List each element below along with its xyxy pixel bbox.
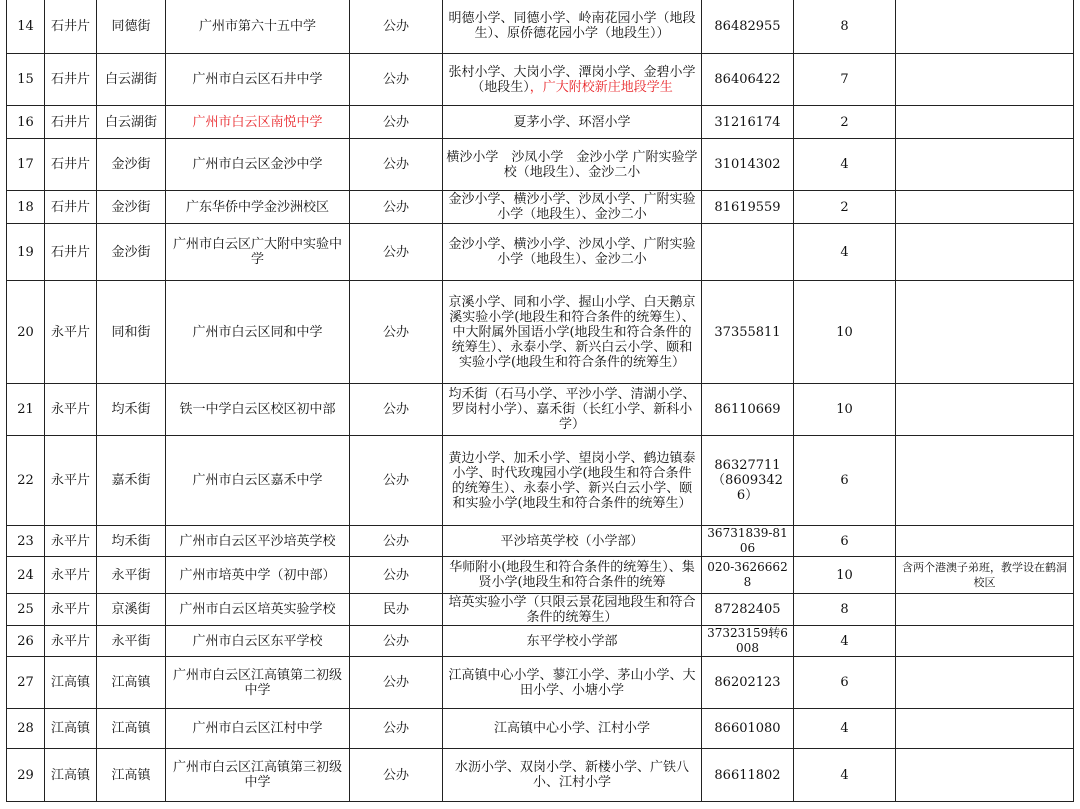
table-row <box>7 594 1074 626</box>
class-count-cell: 10 <box>794 557 896 594</box>
area-cell: 永平片 <box>45 384 97 436</box>
feeder-schools-cell <box>443 557 702 594</box>
phone-cell: 37355811 <box>702 281 794 384</box>
area-cell: 永平片 <box>45 557 97 594</box>
street-cell: 永平街 <box>97 557 166 594</box>
area-cell: 永平片 <box>45 526 97 557</box>
street-cell: 京溪街 <box>97 594 166 626</box>
class-count-cell: 4 <box>794 224 896 281</box>
table-row <box>7 0 1074 54</box>
feeder-text: 金沙小学、横沙小学、沙凤小学、广附实验小学（地段生）、金沙二小 <box>448 192 696 222</box>
school-name-cell: 广州市白云区东平学校 <box>166 626 350 657</box>
feeder-text: 横沙小学 沙凤小学 金沙小学 广附实验学校（地段生）、金沙二小 <box>446 149 698 180</box>
school-type-cell: 民办 <box>350 594 443 626</box>
feeder-text: 平沙培英学校（小学部） <box>500 533 644 549</box>
street-cell: 白云湖街 <box>97 106 166 139</box>
row-number: 15 <box>7 54 45 106</box>
phone-cell: 87282405 <box>702 594 794 626</box>
feeder-schools-cell <box>443 0 702 54</box>
class-count-cell: 10 <box>794 281 896 384</box>
row-number: 23 <box>7 526 45 557</box>
phone-cell: 020-36266628 <box>702 557 794 594</box>
school-type-cell: 公办 <box>350 657 443 709</box>
row-number: 18 <box>7 191 45 224</box>
street-cell: 同德街 <box>97 0 166 54</box>
area-cell: 永平片 <box>45 281 97 384</box>
phone-primary: 86327711 <box>714 458 781 473</box>
feeder-schools-cell <box>443 281 702 384</box>
phone-cell: 86601080 <box>702 709 794 749</box>
phone-cell <box>702 224 794 281</box>
feeder-schools-cell <box>443 139 702 191</box>
street-cell: 永平街 <box>97 626 166 657</box>
table-row <box>7 106 1074 139</box>
class-count-cell: 4 <box>794 626 896 657</box>
note-cell <box>896 191 1074 224</box>
street-cell: 均禾街 <box>97 526 166 557</box>
feeder-schools-cell <box>443 54 702 106</box>
area-cell: 石井片 <box>45 191 97 224</box>
row-number: 20 <box>7 281 45 384</box>
school-name-cell: 广州市培英中学（初中部） <box>166 557 350 594</box>
table-row <box>7 657 1074 709</box>
row-number: 26 <box>7 626 45 657</box>
school-name-cell: 广州市白云区江高镇第二初级中学 <box>166 657 350 709</box>
school-name-cell: 广州市白云区金沙中学 <box>166 139 350 191</box>
feeder-schools-cell <box>443 436 702 526</box>
area-cell: 石井片 <box>45 0 97 54</box>
feeder-schools-cell <box>443 106 702 139</box>
row-number: 29 <box>7 749 45 802</box>
street-cell: 江高镇 <box>97 709 166 749</box>
phone-cell: 86611802 <box>702 749 794 802</box>
street-cell: 江高镇 <box>97 749 166 802</box>
feeder-text: 水沥小学、双岗小学、新楼小学、广铁八小、江村小学 <box>454 760 689 790</box>
table-row <box>7 384 1074 436</box>
note-cell: 含两个港澳子弟班，教学设在鹤洞校区 <box>896 557 1074 594</box>
area-cell: 永平片 <box>45 436 97 526</box>
row-number: 16 <box>7 106 45 139</box>
phone-cell: 86406422 <box>702 54 794 106</box>
school-type-cell: 公办 <box>350 106 443 139</box>
school-type-cell: 公办 <box>350 0 443 54</box>
table-row <box>7 191 1074 224</box>
feeder-text: 张村小学、大岗小学、潭岗小学、金碧小学（地段生） <box>448 64 696 95</box>
table-row <box>7 709 1074 749</box>
school-type-cell: 公办 <box>350 626 443 657</box>
street-cell: 金沙街 <box>97 139 166 191</box>
note-cell <box>896 526 1074 557</box>
table-row <box>7 626 1074 657</box>
street-cell: 均禾街 <box>97 384 166 436</box>
school-type-cell: 公办 <box>350 191 443 224</box>
class-count-cell: 8 <box>794 594 896 626</box>
table-row <box>7 54 1074 106</box>
school-name-cell: 广州市白云区江村中学 <box>166 709 350 749</box>
class-count-cell: 7 <box>794 54 896 106</box>
feeder-schools-cell <box>443 224 702 281</box>
phone-cell: 37323159转6008 <box>702 626 794 657</box>
feeder-text: 江高镇中心小学、蓼江小学、茅山小学、大田小学、小塘小学 <box>448 667 696 698</box>
area-cell: 江高镇 <box>45 749 97 802</box>
table-row <box>7 436 1074 526</box>
note-cell <box>896 106 1074 139</box>
phone-cell: 86482955 <box>702 0 794 54</box>
note-cell <box>896 626 1074 657</box>
street-cell: 嘉禾街 <box>97 436 166 526</box>
street-cell: 江高镇 <box>97 657 166 709</box>
school-name-cell: 广州市白云区南悦中学 <box>166 106 350 139</box>
feeder-schools-cell <box>443 709 702 749</box>
street-cell: 金沙街 <box>97 224 166 281</box>
phone-cell: 31216174 <box>702 106 794 139</box>
feeder-text: 培英实验小学（只限云景花园地段生和符合条件的统筹生） <box>448 594 696 625</box>
table-row <box>7 749 1074 802</box>
street-cell: 金沙街 <box>97 191 166 224</box>
row-number: 28 <box>7 709 45 749</box>
feeder-text: 明德小学、同德小学、岭南花园小学（地段生）、原侨德花园小学（地段生）） <box>448 11 696 41</box>
phone-cell: 81619559 <box>702 191 794 224</box>
phone-secondary: （86093426） <box>712 473 783 503</box>
feeder-text: 均禾街（石马小学、平沙小学、清湖小学、罗岗村小学）、嘉禾街（长红小学、新科小学） <box>448 387 696 432</box>
area-cell: 石井片 <box>45 224 97 281</box>
row-number: 25 <box>7 594 45 626</box>
school-type-cell: 公办 <box>350 384 443 436</box>
feeder-text: 华师附小(地段生和符合条件的统筹生）、集贤小学(地段生和符合条件的统筹 <box>449 560 695 590</box>
area-cell: 永平片 <box>45 626 97 657</box>
school-name-cell: 广州市白云区石井中学 <box>166 54 350 106</box>
class-count-cell: 4 <box>794 749 896 802</box>
school-name-cell: 广州市白云区江高镇第三初级中学 <box>166 749 350 802</box>
row-number: 27 <box>7 657 45 709</box>
row-number: 14 <box>7 0 45 54</box>
note-cell <box>896 749 1074 802</box>
note-cell <box>896 709 1074 749</box>
school-type-cell: 公办 <box>350 526 443 557</box>
feeder-text: 夏茅小学、环滘小学 <box>513 114 631 130</box>
area-cell: 江高镇 <box>45 657 97 709</box>
phone-cell: 36731839-8106 <box>702 526 794 557</box>
feeder-schools-cell <box>443 191 702 224</box>
school-type-cell: 公办 <box>350 54 443 106</box>
school-name-cell: 广州市白云区嘉禾中学 <box>166 436 350 526</box>
note-cell <box>896 436 1074 526</box>
row-number: 17 <box>7 139 45 191</box>
table-row <box>7 139 1074 191</box>
school-type-cell: 公办 <box>350 436 443 526</box>
note-cell <box>896 594 1074 626</box>
school-name-cell: 广东华侨中学金沙洲校区 <box>166 191 350 224</box>
note-cell <box>896 281 1074 384</box>
area-cell: 石井片 <box>45 106 97 139</box>
note-cell <box>896 54 1074 106</box>
feeder-text: 京溪小学、同和小学、握山小学、白天鹅京溪实验小学(地段生和符合条件的统筹生）、中大附属外国语小学(地段生和符合条件的统筹生）、永泰小学、新兴白云小学、颐和实验小学(地段生和符合条件的统筹生） <box>448 294 696 370</box>
note-cell <box>896 0 1074 54</box>
phone-cell: 31014302 <box>702 139 794 191</box>
feeder-schools-cell <box>443 657 702 709</box>
class-count-cell: 8 <box>794 0 896 54</box>
class-count-cell: 10 <box>794 384 896 436</box>
area-cell: 永平片 <box>45 594 97 626</box>
school-name-cell: 铁一中学白云区校区初中部 <box>166 384 350 436</box>
school-type-cell: 公办 <box>350 281 443 384</box>
table-row <box>7 557 1074 594</box>
class-count-cell: 6 <box>794 657 896 709</box>
note-cell <box>896 224 1074 281</box>
table-row <box>7 224 1074 281</box>
class-count-cell: 4 <box>794 139 896 191</box>
feeder-schools-cell <box>443 749 702 802</box>
class-count-cell: 2 <box>794 106 896 139</box>
class-count-cell: 2 <box>794 191 896 224</box>
school-type-cell: 公办 <box>350 749 443 802</box>
class-count-cell: 4 <box>794 709 896 749</box>
note-cell <box>896 384 1074 436</box>
feeder-schools-cell <box>443 384 702 436</box>
school-type-cell: 公办 <box>350 557 443 594</box>
row-number: 22 <box>7 436 45 526</box>
feeder-text: 江高镇中心小学、江村小学 <box>493 721 650 736</box>
feeder-text: 黄边小学、加禾小学、望岗小学、鹤边镇泰小学、时代玫瑰园小学(地段生和符合条件的统筹生）、永泰小学、新兴白云小学、颐和实验小学(地段生和符合条件的统筹生） <box>448 450 696 511</box>
class-count-cell: 6 <box>794 526 896 557</box>
street-cell: 同和街 <box>97 281 166 384</box>
school-name-cell: 广州市白云区同和中学 <box>166 281 350 384</box>
row-number: 19 <box>7 224 45 281</box>
phone-cell <box>702 436 794 526</box>
row-number: 24 <box>7 557 45 594</box>
school-name-cell: 广州市白云区平沙培英学校 <box>166 526 350 557</box>
school-name-cell: 广州市第六十五中学 <box>166 0 350 54</box>
school-name-cell: 广州市白云区广大附中实验中学 <box>166 224 350 281</box>
street-cell: 白云湖街 <box>97 54 166 106</box>
school-type-cell: 公办 <box>350 139 443 191</box>
feeder-text: 金沙小学、横沙小学、沙凤小学、广附实验小学（地段生）、金沙二小 <box>448 237 696 267</box>
area-cell: 石井片 <box>45 54 97 106</box>
feeder-schools-cell <box>443 626 702 657</box>
school-type-cell: 公办 <box>350 709 443 749</box>
feeder-schools-cell <box>443 526 702 557</box>
note-cell <box>896 657 1074 709</box>
school-district-table <box>6 0 1074 802</box>
table-body <box>7 0 1074 802</box>
area-cell: 江高镇 <box>45 709 97 749</box>
school-type-cell: 公办 <box>350 224 443 281</box>
table-row <box>7 526 1074 557</box>
phone-cell: 86110669 <box>702 384 794 436</box>
area-cell: 石井片 <box>45 139 97 191</box>
feeder-highlight-text: ，广大附校新庄地段学生 <box>529 79 673 95</box>
phone-cell: 86202123 <box>702 657 794 709</box>
feeder-text: 东平学校小学部 <box>526 633 618 649</box>
table-row <box>7 281 1074 384</box>
row-number: 21 <box>7 384 45 436</box>
class-count-cell: 6 <box>794 436 896 526</box>
school-name-cell: 广州市白云区培英实验学校 <box>166 594 350 626</box>
note-cell <box>896 139 1074 191</box>
feeder-schools-cell <box>443 594 702 626</box>
